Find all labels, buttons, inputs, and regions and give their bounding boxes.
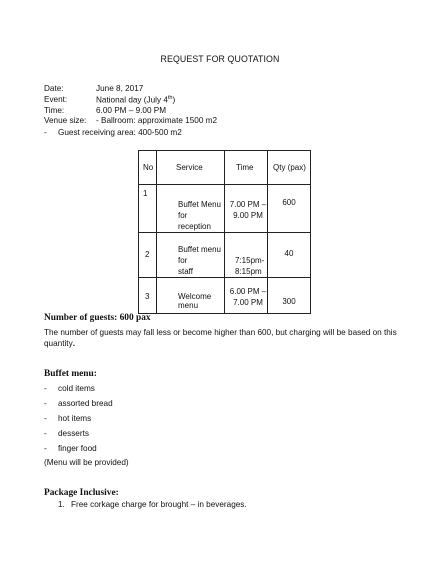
row-time: 6.00 PM – 7.00 PM [229, 287, 267, 307]
table-row [139, 185, 311, 233]
header-service: Service [176, 163, 203, 172]
guests-heading: Number of guests: 600 pax [44, 313, 151, 323]
event-value: National day (July 4th) [96, 95, 176, 105]
header-no: No [143, 163, 154, 172]
row-no: 1 [143, 189, 148, 198]
event-label: Event: [44, 95, 68, 104]
document-title: REQUEST FOR QUOTATION [160, 54, 280, 64]
list-item: - assorted bread [44, 399, 113, 408]
row-qty: 40 [284, 249, 294, 258]
package-item-text: Free corkage charge for brought – in beverages. [71, 500, 247, 509]
row-service: Welcome menu [178, 292, 212, 310]
venue-value: - Ballroom: approximate 1500 m2 [96, 116, 218, 125]
row-time: 7.00 PM – 9.00 PM [229, 200, 267, 220]
guest-area-text: Guest receiving area: 400-500 m2 [58, 128, 182, 137]
quotation-table [138, 150, 311, 314]
list-item: - finger food [44, 444, 97, 453]
header-time: Time [236, 163, 254, 172]
time-value: 6.00 PM – 9.00 PM [96, 106, 167, 115]
time-label: Time: [44, 106, 65, 115]
table-header-row [139, 151, 311, 185]
row-qty: 300 [282, 297, 296, 306]
package-item-number: 1. [58, 500, 65, 509]
row-qty: 600 [282, 198, 296, 207]
row-no: 3 [145, 292, 150, 301]
row-time: 7:15pm- 8:15pm [235, 256, 265, 276]
buffet-note: (Menu will be provided) [44, 458, 129, 467]
date-label: Date: [44, 84, 64, 93]
date-value: June 8, 2017 [96, 84, 144, 93]
list-item: - desserts [44, 429, 89, 438]
row-service: Buffet menu for staff [178, 245, 221, 276]
guests-text-line2: quantity. [44, 339, 75, 348]
guests-text-line1: The number of guests may fall less or become higher than 600, but charging will be based on this [44, 328, 397, 337]
row-service: Buffet Menu for reception [178, 200, 221, 231]
buffet-heading: Buffet menu: [44, 369, 97, 379]
venue-label: Venue size: [44, 116, 87, 125]
table-row [139, 278, 311, 314]
list-item: - hot items [44, 414, 92, 423]
table-row [139, 233, 311, 278]
header-qty: Qty (pax) [273, 163, 306, 172]
row-no: 2 [145, 250, 150, 259]
package-heading: Package Inclusive: [44, 488, 119, 498]
guest-area-dash: - [44, 128, 47, 137]
list-item: - cold items [44, 384, 95, 393]
